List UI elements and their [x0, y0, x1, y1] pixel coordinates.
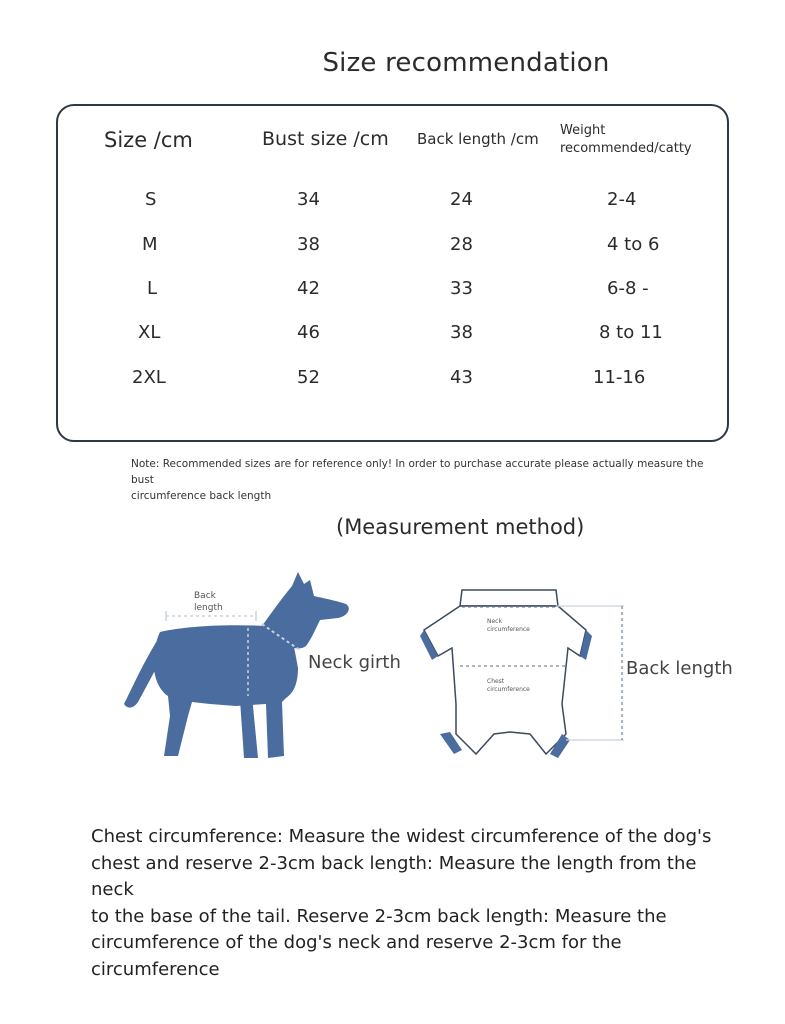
cell-weight: 8 to 11: [599, 322, 663, 343]
instruction-line: Chest circumference: Measure the widest circumference of the dog's: [91, 826, 712, 847]
chest-circumference-label: [487, 678, 530, 694]
garment-measurement-diagram: [416, 584, 736, 774]
header-weight: [560, 122, 710, 158]
back-length-label: [194, 590, 223, 614]
header-weight-line2: recommended/catty: [560, 141, 692, 156]
cell-weight: 6-8 -: [607, 278, 649, 299]
cell-back: 28: [450, 234, 473, 255]
note-line: Note: Recommended sizes are for reference only! In order to purchase accurate please actually measure the bust: [131, 458, 704, 486]
cell-bust: 38: [297, 234, 320, 255]
size-note: [131, 456, 711, 504]
cell-back: 24: [450, 189, 473, 210]
note-line: circumference back length: [131, 490, 272, 502]
header-bust: Bust size /cm: [262, 128, 389, 150]
back-length-garment-label: Back length: [626, 658, 733, 679]
cell-weight: 4 to 6: [607, 234, 660, 255]
cell-size: XL: [138, 322, 161, 343]
cell-weight: 2-4: [607, 189, 637, 210]
header-weight-line1: Weight: [560, 123, 606, 138]
back-length-label-line1: Back: [194, 591, 216, 601]
header-size: Size /cm: [104, 128, 193, 152]
neck-circumference-line1: Neck: [487, 618, 502, 625]
instruction-line: to the base of the tail. Reserve 2-3cm back length: Measure the: [91, 905, 667, 927]
chest-circumference-line1: Chest: [487, 678, 505, 685]
garment-outline-icon: [416, 584, 736, 774]
cell-bust: 42: [297, 278, 320, 299]
header-back-length: Back length /cm: [417, 130, 539, 148]
cell-bust: 52: [297, 367, 320, 388]
cell-back: 38: [450, 322, 473, 343]
neck-circumference-line2: circumference: [487, 626, 530, 633]
cell-bust: 34: [297, 189, 320, 210]
cell-size: 2XL: [132, 367, 166, 388]
cell-weight: 11-16: [593, 367, 646, 388]
dog-measurement-diagram: [116, 566, 406, 766]
cell-bust: 46: [297, 322, 320, 343]
instruction-line: circumference of the dog's neck and reserve 2-3cm for the circumference: [91, 932, 622, 980]
page-title: Size recommendation: [322, 48, 610, 78]
cell-back: 33: [450, 278, 473, 299]
chest-circumference-line2: circumference: [487, 686, 530, 693]
instruction-line: chest and reserve 2-3cm back length: Measure the length from the neck: [91, 852, 697, 900]
cell-size: M: [142, 234, 158, 255]
cell-size: S: [145, 189, 157, 210]
neck-circumference-label: [487, 618, 530, 634]
cell-back: 43: [450, 367, 473, 388]
measurement-method-title: (Measurement method): [336, 515, 585, 539]
cell-size: L: [147, 278, 158, 299]
size-table: [56, 104, 729, 442]
back-length-label-line2: length: [194, 603, 223, 613]
neck-girth-label: Neck girth: [308, 652, 401, 673]
measurement-instructions: [91, 824, 731, 983]
